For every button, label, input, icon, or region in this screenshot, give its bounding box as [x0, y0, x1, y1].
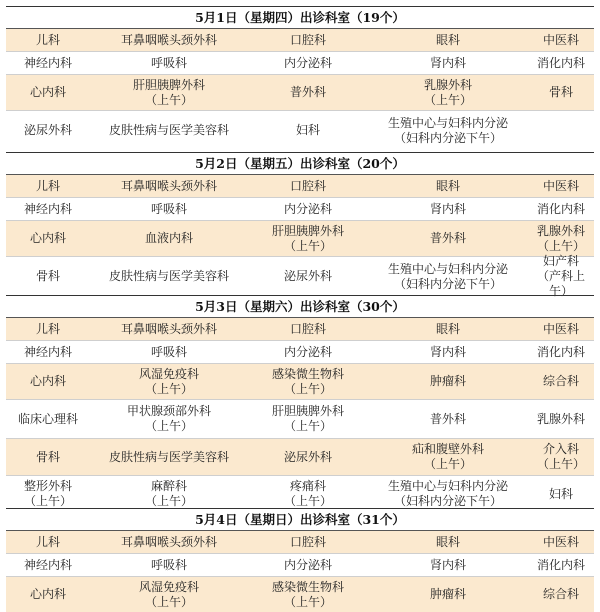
department-cell [248, 341, 368, 363]
department-cell [528, 341, 594, 363]
department-note: （上午） [144, 419, 193, 433]
department-note: （上午） [423, 457, 472, 471]
department-cell [528, 476, 594, 512]
department-cell [528, 531, 594, 553]
department-cell [6, 531, 90, 553]
department-name: 心内科 [29, 587, 66, 601]
section-title: 5月1日（星期四）出诊科室（19个） [6, 6, 594, 28]
department-cell [368, 577, 528, 612]
department-cell [368, 29, 528, 51]
department-name: 儿科 [35, 534, 60, 549]
department-cell [90, 29, 248, 51]
department-note: （妇科内分泌下午） [393, 130, 502, 145]
department-name: 疼痛科 [289, 479, 326, 493]
department-name: 耳鼻咽喉头颈外科 [120, 534, 217, 549]
department-name: 儿科 [35, 178, 60, 193]
department-cell [6, 341, 90, 363]
department-cell [6, 175, 90, 197]
department-cell [528, 198, 594, 220]
department-cell [368, 221, 528, 256]
department-cell [90, 257, 248, 296]
section-title: 5月2日（星期五）出诊科室（20个） [6, 152, 594, 174]
table-row [6, 256, 594, 296]
table-row [6, 438, 594, 475]
table-row [6, 174, 594, 197]
department-name: 肝胆胰脾外科 [132, 77, 205, 92]
department-name: 普外科 [429, 411, 466, 426]
department-name: 风湿免疫科 [138, 579, 199, 594]
department-cell [528, 554, 594, 576]
department-name: 泌尿外科 [283, 449, 332, 464]
department-cell [248, 364, 368, 399]
department-cell [528, 75, 594, 110]
department-cell [90, 111, 248, 150]
department-name: 生殖中心与妇科内分泌 [387, 115, 508, 130]
department-cell [248, 198, 368, 220]
department-name: 皮肤性病与医学美容科 [108, 269, 229, 283]
department-cell [248, 554, 368, 576]
department-note: （上午） [144, 381, 193, 396]
department-name: 肝胆胰脾外科 [271, 404, 344, 418]
department-name: 眼科 [435, 178, 460, 193]
department-note: （上午） [283, 419, 332, 433]
table-row [6, 220, 594, 256]
department-cell [528, 52, 594, 74]
department-cell [248, 318, 368, 340]
department-note: （妇科内分泌下午） [393, 276, 502, 291]
department-note: （上午） [144, 494, 193, 508]
department-name: 呼吸科 [150, 55, 187, 70]
department-name: 耳鼻咽喉头颈外科 [120, 32, 217, 47]
department-name: 神经内科 [23, 344, 72, 359]
department-name: 肾内科 [429, 55, 466, 70]
schedule-section [6, 6, 594, 150]
table-row [6, 530, 594, 553]
department-name: 麻醉科 [150, 479, 187, 493]
department-cell [90, 531, 248, 553]
department-name: 消化内科 [536, 557, 585, 572]
department-name: 感染微生物科 [271, 366, 344, 381]
department-name: 风湿免疫科 [138, 366, 199, 381]
department-cell [248, 75, 368, 110]
department-name: 神经内科 [23, 201, 72, 216]
department-cell [6, 75, 90, 110]
department-cell [90, 221, 248, 256]
department-name: 骨科 [548, 85, 573, 99]
department-name: 血液内科 [144, 231, 193, 245]
department-cell [368, 111, 528, 150]
department-name: 内分泌科 [283, 344, 332, 359]
department-name: 整形外科 [23, 479, 72, 493]
department-name: 心内科 [29, 231, 66, 245]
department-cell [90, 439, 248, 475]
department-name: 心内科 [29, 374, 66, 388]
department-cell [528, 364, 594, 399]
department-name: 普外科 [289, 85, 326, 99]
department-name: 肝胆胰脾外科 [271, 223, 344, 238]
department-note: （上午） [283, 238, 332, 253]
department-name: 综合科 [542, 374, 579, 388]
department-cell [90, 554, 248, 576]
department-cell [90, 577, 248, 612]
schedule-section [6, 508, 594, 612]
department-name: 疝和腹壁外科 [411, 442, 484, 456]
department-cell [90, 75, 248, 110]
department-name: 耳鼻咽喉头颈外科 [120, 321, 217, 336]
department-name: 消化内科 [536, 344, 585, 359]
department-name: 乳腺外科 [423, 77, 472, 92]
table-row [6, 340, 594, 363]
department-name: 临床心理科 [17, 411, 78, 426]
department-cell [248, 257, 368, 296]
department-cell [528, 29, 594, 51]
table-row [6, 51, 594, 74]
department-name: 中医科 [542, 32, 579, 47]
department-cell [6, 364, 90, 399]
department-cell [90, 52, 248, 74]
table-row [6, 553, 594, 576]
department-cell [368, 400, 528, 438]
department-cell [248, 476, 368, 512]
department-cell [6, 221, 90, 256]
department-note: （上午） [23, 494, 72, 508]
department-name: 内分泌科 [283, 557, 332, 572]
department-cell [368, 439, 528, 475]
department-name: 妇产科 [542, 254, 579, 268]
table-row [6, 317, 594, 340]
department-note: （上午） [423, 92, 472, 107]
department-name: 骨科 [35, 269, 60, 283]
department-name: 介入科 [542, 442, 579, 456]
department-cell [248, 221, 368, 256]
department-cell [368, 198, 528, 220]
department-name: 肾内科 [429, 557, 466, 572]
department-name: 眼科 [435, 321, 460, 336]
department-cell [368, 531, 528, 553]
department-cell [368, 52, 528, 74]
department-note: （上午） [283, 594, 332, 609]
department-name: 神经内科 [23, 55, 72, 70]
department-cell [90, 476, 248, 512]
department-cell [6, 577, 90, 612]
department-cell [248, 439, 368, 475]
department-name: 中医科 [542, 321, 579, 336]
department-name: 肿瘤科 [429, 587, 466, 601]
department-name: 眼科 [435, 534, 460, 549]
department-cell [90, 175, 248, 197]
schedule-section [6, 295, 594, 512]
department-cell [6, 400, 90, 438]
department-name: 感染微生物科 [271, 579, 344, 594]
department-cell [368, 341, 528, 363]
department-cell [6, 476, 90, 512]
department-cell [368, 75, 528, 110]
department-name: 乳腺外科 [536, 411, 585, 426]
department-cell [528, 439, 594, 475]
department-cell [368, 318, 528, 340]
department-name: 眼科 [435, 32, 460, 47]
table-row [6, 475, 594, 512]
department-cell [528, 318, 594, 340]
department-name: 生殖中心与妇科内分泌 [387, 261, 508, 276]
department-cell [248, 175, 368, 197]
department-cell [90, 400, 248, 438]
department-name: 肾内科 [429, 201, 466, 216]
department-name: 皮肤性病与医学美容科 [108, 123, 229, 137]
department-cell [368, 554, 528, 576]
department-name: 甲状腺颈部外科 [126, 404, 211, 418]
department-name: 泌尿外科 [283, 269, 332, 283]
department-name: 肿瘤科 [429, 374, 466, 388]
department-name: 呼吸科 [150, 557, 187, 572]
department-name: 中医科 [542, 178, 579, 193]
department-cell [528, 400, 594, 438]
department-name: 内分泌科 [283, 201, 332, 216]
department-cell [248, 52, 368, 74]
department-name: 妇科 [295, 123, 320, 137]
department-name: 耳鼻咽喉头颈外科 [120, 178, 217, 193]
department-cell [6, 29, 90, 51]
department-name: 儿科 [35, 321, 60, 336]
department-note: （上午） [536, 238, 585, 253]
department-cell [248, 531, 368, 553]
table-row [6, 363, 594, 399]
department-name: 骨科 [35, 449, 60, 464]
department-cell [528, 254, 594, 298]
department-name: 呼吸科 [150, 201, 187, 216]
table-row [6, 74, 594, 110]
department-name: 普外科 [429, 231, 466, 245]
department-cell [6, 257, 90, 296]
department-note: （上午） [144, 594, 193, 609]
department-cell [248, 29, 368, 51]
department-name: 消化内科 [536, 201, 585, 216]
table-row [6, 197, 594, 220]
department-name: 口腔科 [289, 534, 326, 549]
department-cell [528, 221, 594, 256]
department-cell [90, 198, 248, 220]
department-cell [368, 257, 528, 296]
department-cell [90, 364, 248, 399]
schedule-section [6, 152, 594, 296]
department-name: 口腔科 [289, 321, 326, 336]
department-cell [248, 400, 368, 438]
department-note: （上午） [144, 92, 193, 107]
department-name: 中医科 [542, 534, 579, 549]
table-row [6, 576, 594, 612]
department-note: （上午） [536, 457, 585, 471]
department-name: 心内科 [29, 85, 66, 99]
section-title: 5月4日（星期日）出诊科室（31个） [6, 508, 594, 530]
department-name: 内分泌科 [283, 55, 332, 70]
department-cell [528, 577, 594, 612]
department-cell [90, 318, 248, 340]
department-cell [368, 175, 528, 197]
department-cell [248, 111, 368, 150]
table-row [6, 110, 594, 150]
department-name: 呼吸科 [150, 344, 187, 359]
department-name: 综合科 [542, 587, 579, 601]
department-cell [6, 318, 90, 340]
department-cell [6, 111, 90, 150]
department-name: 泌尿外科 [23, 123, 72, 137]
department-cell [6, 52, 90, 74]
department-name: 皮肤性病与医学美容科 [108, 449, 229, 464]
department-cell [6, 439, 90, 475]
department-note: （产科上午） [536, 269, 585, 298]
department-cell [528, 175, 594, 197]
department-name: 生殖中心与妇科内分泌 [387, 479, 508, 493]
table-row [6, 28, 594, 51]
department-name: 神经内科 [23, 557, 72, 572]
department-cell [6, 554, 90, 576]
table-row [6, 399, 594, 438]
department-name: 口腔科 [289, 178, 326, 193]
department-name: 肾内科 [429, 344, 466, 359]
department-name: 乳腺外科 [536, 223, 585, 238]
department-name: 妇科 [548, 486, 573, 501]
department-cell [528, 111, 594, 150]
department-cell [368, 476, 528, 512]
department-cell [6, 198, 90, 220]
department-note: （上午） [283, 494, 332, 508]
department-cell [248, 577, 368, 612]
department-name: 口腔科 [289, 32, 326, 47]
department-note: （上午） [283, 381, 332, 396]
department-name: 消化内科 [536, 55, 585, 70]
department-note: （妇科内分泌下午） [393, 494, 502, 508]
department-cell [368, 364, 528, 399]
section-title: 5月3日（星期六）出诊科室（30个） [6, 295, 594, 317]
department-cell [90, 341, 248, 363]
department-name: 儿科 [35, 32, 60, 47]
